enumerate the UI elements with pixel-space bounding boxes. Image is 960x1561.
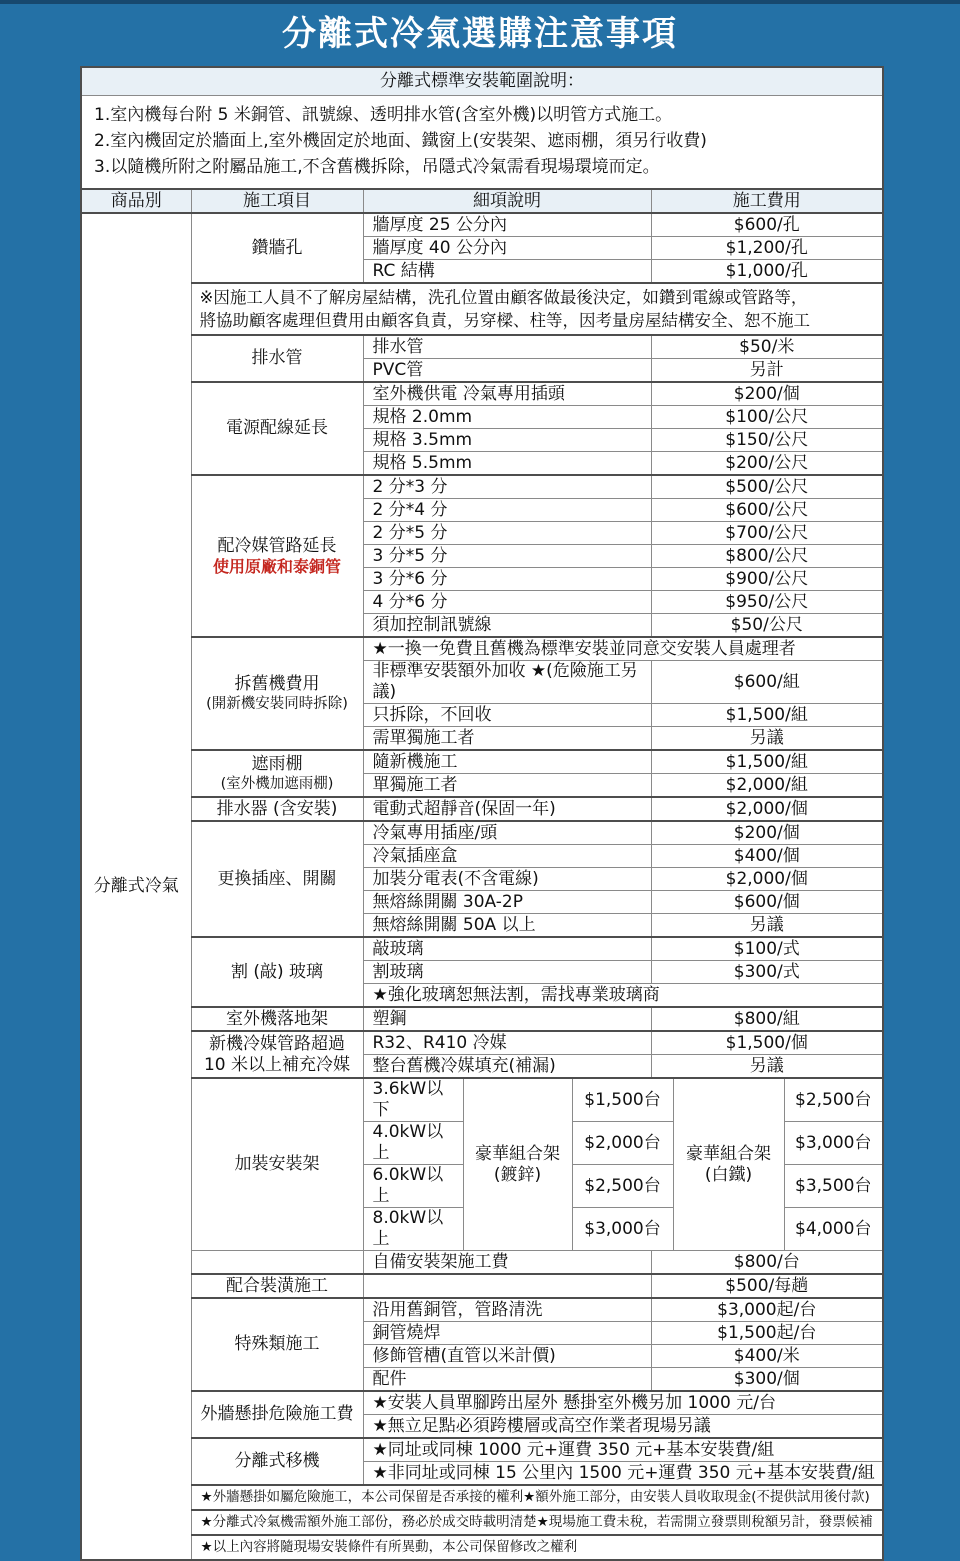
item-line: 新機冷媒管路超過: [209, 1033, 345, 1054]
table-row: [81, 1438, 883, 1462]
detail-cell: 沿用舊銅管，管路清洗: [363, 1298, 651, 1322]
intro-notes-row: [81, 96, 883, 190]
footnote: ★外牆懸掛如屬危險施工，本公司保留是否承接的權利★額外施工部分，由安裝人員收取現金(不提供試用後付款): [191, 1485, 883, 1510]
intro-notes: [81, 96, 883, 190]
empty-detail-cell: [363, 1274, 651, 1298]
table-row: [81, 937, 883, 961]
detail-cell: 無熔絲開關 50A 以上: [363, 914, 651, 938]
work-item-deco: 配合裝潢施工: [191, 1274, 363, 1298]
rack-type-stainless: [673, 1078, 784, 1251]
intro-note-3: 3.以隨機所附之附屬品施工,不含舊機拆除，吊隱式冷氣需看現場環境而定。: [94, 157, 660, 177]
header-work-item: 施工項目: [191, 189, 363, 213]
footnote-row: [81, 1510, 883, 1535]
table-row: [81, 821, 883, 845]
fee-cell: $200/個: [651, 382, 883, 406]
drill-notice-row: [81, 283, 883, 335]
table-row: [81, 475, 883, 499]
intro-heading-row: [81, 67, 883, 96]
fee-cell: $150/公尺: [651, 429, 883, 452]
detail-cell: 牆厚度 40 公分內: [363, 237, 651, 260]
header-detail: 細項說明: [363, 189, 651, 213]
fee-cell: $1,500/個: [651, 1031, 883, 1055]
work-item-removal: [191, 637, 363, 750]
detail-cell: R32、R410 冷媒: [363, 1031, 651, 1055]
fee-cell: $3,000起/台: [651, 1298, 883, 1322]
rack-fee-cell: $3,000台: [784, 1122, 883, 1165]
detail-cell: 電動式超靜音(保固一年): [363, 797, 651, 821]
table-row: [81, 1274, 883, 1298]
detail-cell: 冷氣專用插座/頭: [363, 821, 651, 845]
work-item-stand: 室外機落地架: [191, 1007, 363, 1031]
rack-type-line: 豪華組合架: [686, 1143, 771, 1164]
product-cell: 分離式冷氣: [81, 213, 191, 1560]
fee-cell: 另計: [651, 359, 883, 383]
fee-cell: $900/公尺: [651, 568, 883, 591]
work-item-outlet: 更換插座、開關: [191, 821, 363, 937]
work-item-drain: 排水管: [191, 335, 363, 382]
work-item-rack: 加裝安裝架: [191, 1078, 363, 1251]
rack-type-line-2: (白鐵): [704, 1164, 753, 1185]
detail-cell: 割玻璃: [363, 961, 651, 984]
fee-cell: $300/個: [651, 1368, 883, 1392]
rack-fee-cell: $3,500台: [784, 1165, 883, 1208]
fee-cell: 另議: [651, 727, 883, 751]
fee-cell: $1,000/孔: [651, 260, 883, 284]
item-line: 拆舊機費用: [234, 673, 320, 694]
rack-fee-cell: $4,000台: [784, 1208, 883, 1251]
table-row: [81, 1251, 883, 1275]
detail-cell: 規格 5.5mm: [363, 452, 651, 476]
page-title: 分離式冷氣選購注意事項: [282, 14, 678, 54]
table-row: [81, 797, 883, 821]
table-row: [81, 382, 883, 406]
detail-cell: 自備安裝架施工費: [363, 1251, 651, 1275]
item-line: 配冷媒管路延長: [217, 535, 337, 556]
work-item-canopy: [191, 750, 363, 797]
fee-cell: $2,000/個: [651, 868, 883, 891]
rack-kw-cell: 3.6kW以下: [363, 1078, 463, 1122]
work-item-refill: [191, 1031, 363, 1078]
work-item-drill: 鑽牆孔: [191, 213, 363, 283]
detail-cell: 單獨施工者: [363, 774, 651, 798]
detail-cell: 4 分*6 分: [363, 591, 651, 614]
glass-banner: ★強化玻璃恕無法割，需找專業玻璃商: [363, 984, 883, 1008]
detail-cell: 2 分*4 分: [363, 499, 651, 522]
fee-cell: $1,500起/台: [651, 1322, 883, 1345]
rack-kw-cell: 6.0kW以上: [363, 1165, 463, 1208]
drill-notice: [191, 283, 883, 335]
table-row: [81, 1298, 883, 1322]
fee-cell: $400/個: [651, 845, 883, 868]
intro-note-2: 2.室內機固定於牆面上,室外機固定於地面、鐵窗上(安裝架、遮雨棚，須另行收費): [94, 131, 707, 151]
footnote-row: [81, 1535, 883, 1560]
detail-cell: 牆厚度 25 公分內: [363, 213, 651, 237]
detail-cell: 敲玻璃: [363, 937, 651, 961]
work-item-danger: 外牆懸掛危險施工費: [191, 1391, 363, 1438]
table-row: [81, 637, 883, 661]
empty-item-cell: [191, 1251, 363, 1275]
item-line: 遮雨棚: [251, 753, 303, 774]
rack-kw-cell: 8.0kW以上: [363, 1208, 463, 1251]
header-product: 商品別: [81, 189, 191, 213]
detail-cell: 規格 3.5mm: [363, 429, 651, 452]
header-fee: 施工費用: [651, 189, 883, 213]
work-item-refrigerant-pipe: [191, 475, 363, 637]
rack-fee-cell: $2,500台: [572, 1165, 673, 1208]
fee-cell: $300/式: [651, 961, 883, 984]
detail-cell: 無熔絲開關 30A-2P: [363, 891, 651, 914]
fee-cell: $1,500/組: [651, 750, 883, 774]
pricing-table: [80, 66, 884, 1561]
fee-cell: $500/公尺: [651, 475, 883, 499]
fee-cell: $400/米: [651, 1345, 883, 1368]
relocate-detail: ★非同址或同棟 15 公里內 1500 元+運費 350 元+基本安裝費/組: [363, 1462, 883, 1486]
fee-cell: $950/公尺: [651, 591, 883, 614]
table-row: [81, 750, 883, 774]
rack-type-line: 豪華組合架: [475, 1143, 560, 1164]
rack-fee-cell: $2,000台: [572, 1122, 673, 1165]
detail-cell: 排水管: [363, 335, 651, 359]
table-row: [81, 1007, 883, 1031]
table-header-row: [81, 189, 883, 213]
fee-cell: $100/公尺: [651, 406, 883, 429]
detail-cell: 室外機供電 冷氣專用插頭: [363, 382, 651, 406]
fee-cell: $2,000/組: [651, 774, 883, 798]
detail-cell: 修飾管槽(直管以米計價): [363, 1345, 651, 1368]
drill-notice-line-1: ※因施工人員不了解房屋結構，洗孔位置由顧客做最後決定，如鑽到電線或管路等，: [199, 288, 808, 307]
detail-cell: 銅管燒焊: [363, 1322, 651, 1345]
footnote: ★分離式冷氣機需額外施工部份，務必於成交時載明清楚★現場施工費未稅，若需開立發票則稅額另計，發票候補: [191, 1510, 883, 1535]
fee-cell: $50/公尺: [651, 614, 883, 638]
intro-heading: 分離式標準安裝範圍說明：: [81, 67, 883, 96]
detail-cell: RC 結構: [363, 260, 651, 284]
fee-cell: $500/每趟: [651, 1274, 883, 1298]
item-line-2: 10 米以上補充冷媒: [203, 1054, 351, 1075]
work-item-power: 電源配線延長: [191, 382, 363, 475]
fee-cell: $100/式: [651, 937, 883, 961]
detail-cell: 3 分*5 分: [363, 545, 651, 568]
content-panel: [80, 66, 882, 1561]
fee-cell: $600/孔: [651, 213, 883, 237]
detail-cell: 整台舊機冷媒填充(補漏): [363, 1055, 651, 1079]
work-item-special: 特殊類施工: [191, 1298, 363, 1391]
fee-cell: $800/公尺: [651, 545, 883, 568]
fee-cell: $800/台: [651, 1251, 883, 1275]
table-row: [81, 213, 883, 237]
rack-type-line-2: (鍍鋅): [493, 1164, 542, 1185]
footnote: ★以上內容將隨現場安裝條件有所異動，本公司保留修改之權利: [191, 1535, 883, 1560]
detail-cell: PVC管: [363, 359, 651, 383]
fee-cell: $600/組: [651, 661, 883, 704]
table-row: [81, 1391, 883, 1415]
rack-kw-cell: 4.0kW以上: [363, 1122, 463, 1165]
item-subnote-red: 使用原廠和泰銅管: [212, 556, 341, 576]
relocate-detail: ★同址或同棟 1000 元+運費 350 元+基本安裝費/組: [363, 1438, 883, 1462]
table-row: [81, 335, 883, 359]
footnote-row: [81, 1485, 883, 1510]
rack-type-galvanized: [463, 1078, 572, 1251]
removal-banner: ★一換一免費且舊機為標準安裝並同意交安裝人員處理者: [363, 637, 883, 661]
fee-cell: $2,000/個: [651, 797, 883, 821]
work-item-drainer: 排水器 (含安裝): [191, 797, 363, 821]
rack-fee-cell: $3,000台: [572, 1208, 673, 1251]
item-subnote: (開新機安裝同時拆除): [206, 695, 348, 712]
detail-cell: 隨新機施工: [363, 750, 651, 774]
table-row: [81, 1078, 883, 1122]
detail-cell: 2 分*3 分: [363, 475, 651, 499]
detail-cell: 冷氣插座盒: [363, 845, 651, 868]
detail-cell: 規格 2.0mm: [363, 406, 651, 429]
detail-cell: 只拆除，不回收: [363, 704, 651, 727]
danger-detail: ★無立足點必須跨樓層或高空作業者現場另議: [363, 1415, 883, 1439]
work-item-relocate: 分離式移機: [191, 1438, 363, 1485]
rack-fee-cell: $1,500台: [572, 1078, 673, 1122]
rack-fee-cell: $2,500台: [784, 1078, 883, 1122]
detail-cell: 需單獨施工者: [363, 727, 651, 751]
intro-note-1: 1.室內機每台附 5 米銅管、訊號線、透明排水管(含室外機)以明管方式施工。: [94, 105, 673, 125]
danger-detail: ★安裝人員單腳跨出屋外 懸掛室外機另加 1000 元/台: [363, 1391, 883, 1415]
detail-cell: 加裝分電表(不含電線): [363, 868, 651, 891]
fee-cell: $1,200/孔: [651, 237, 883, 260]
fee-cell: 另議: [651, 914, 883, 938]
drill-notice-line-2: 將協助顧客處理但費用由顧客負責，另穿樑、柱等，因考量房屋結構安全、恕不施工: [199, 311, 810, 330]
work-item-glass: 割 (敲) 玻璃: [191, 937, 363, 1007]
detail-cell: 3 分*6 分: [363, 568, 651, 591]
fee-cell: 另議: [651, 1055, 883, 1079]
fee-cell: $200/個: [651, 821, 883, 845]
fee-cell: $200/公尺: [651, 452, 883, 476]
fee-cell: $700/公尺: [651, 522, 883, 545]
fee-cell: $800/組: [651, 1007, 883, 1031]
detail-cell: 配件: [363, 1368, 651, 1392]
fee-cell: $50/米: [651, 335, 883, 359]
detail-cell: 塑鋼: [363, 1007, 651, 1031]
fee-cell: $1,500/組: [651, 704, 883, 727]
fee-cell: $600/個: [651, 891, 883, 914]
detail-cell: 非標準安裝額外加收 ★(危險施工另議): [363, 661, 651, 704]
item-subnote: (室外機加遮雨棚): [220, 775, 334, 792]
fee-cell: $600/公尺: [651, 499, 883, 522]
table-row: [81, 1031, 883, 1055]
detail-cell: 須加控制訊號線: [363, 614, 651, 638]
detail-cell: 2 分*5 分: [363, 522, 651, 545]
